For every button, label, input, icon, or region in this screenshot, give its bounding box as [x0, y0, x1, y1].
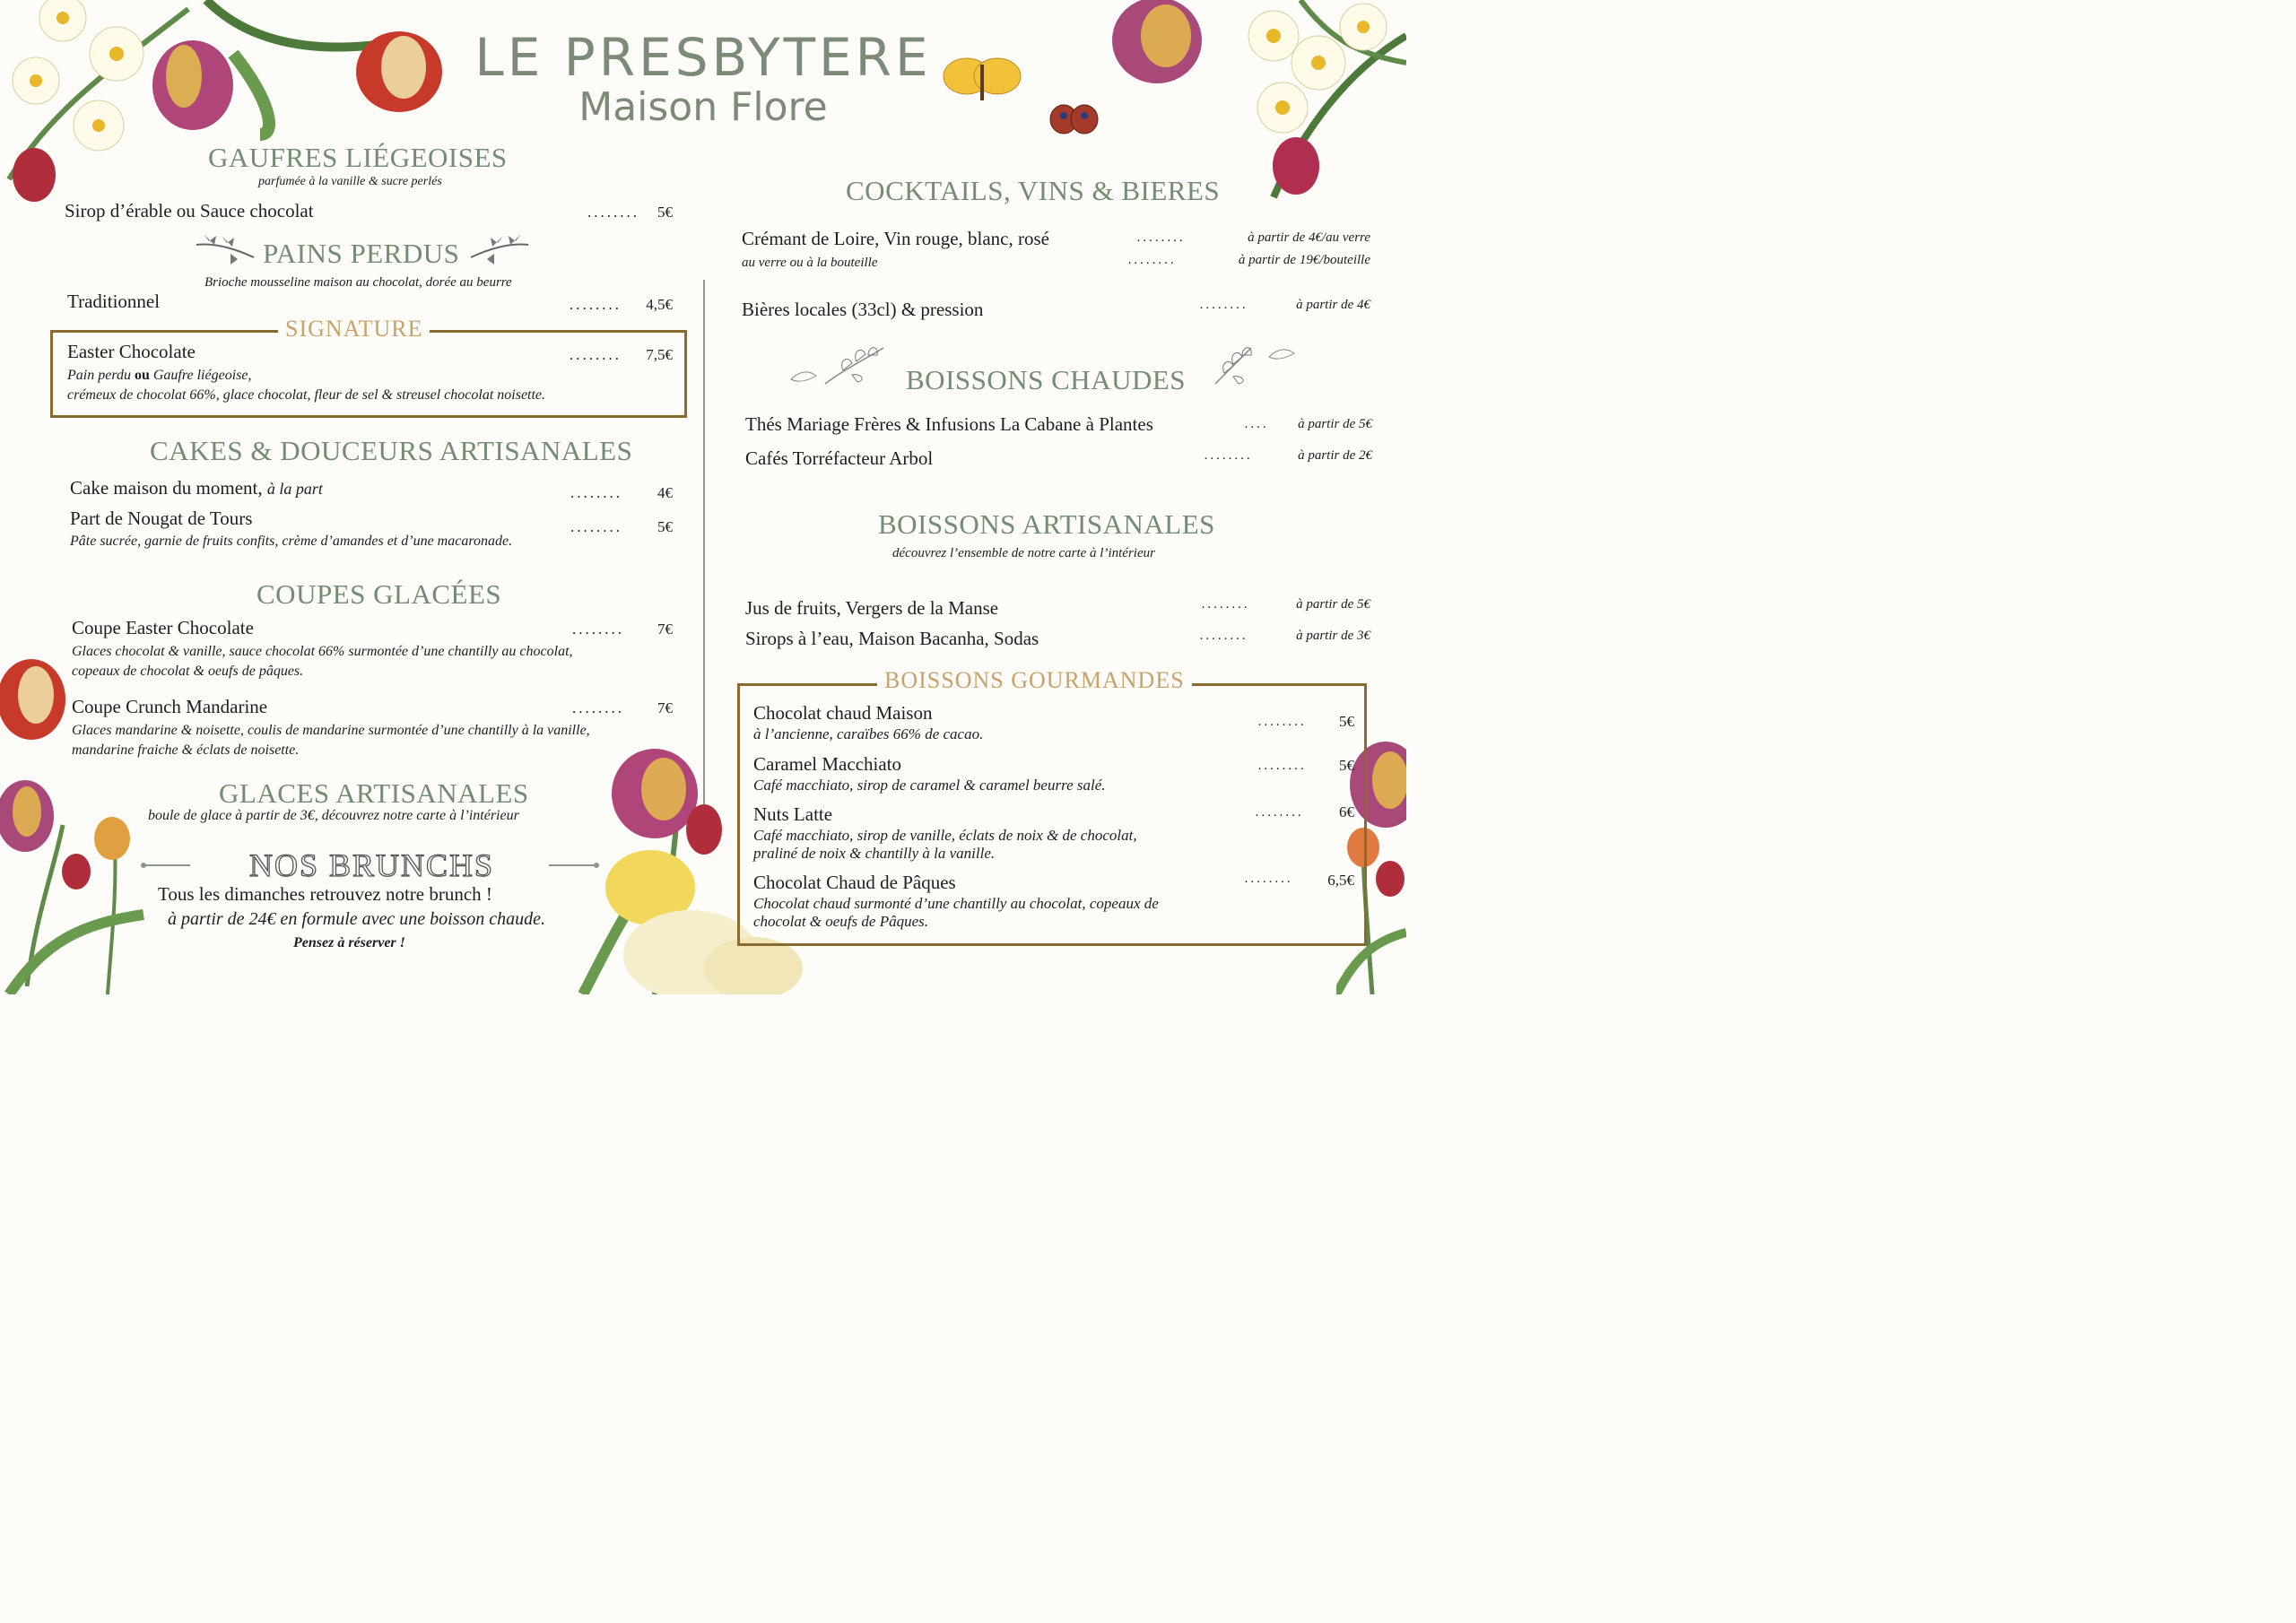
- menu-item-sirops: Sirops à l’eau, Maison Bacanha, Sodas: [745, 628, 1039, 649]
- price-dots: ........: [1205, 448, 1253, 463]
- herb-ornament-left-icon: [789, 339, 888, 388]
- herb-ornament-right-icon: [1206, 339, 1296, 388]
- section-subtitle-glaces: boule de glace à partir de 3€, découvrez notre carte à l’intérieur: [148, 808, 519, 823]
- price-dots: ....: [1245, 417, 1269, 431]
- menu-item-cremant: Crémant de Loire, Vin rouge, blanc, rosé: [742, 228, 1049, 249]
- desc-emphasis: ou: [134, 368, 150, 383]
- menu-desc-nuts-latte-line2: praliné de noix & chantilly à la vanille.: [753, 845, 996, 862]
- price-dots: ........: [570, 484, 622, 501]
- section-title-cocktails: COCKTAILS, VINS & BIERES: [846, 175, 1221, 206]
- price-dots: ........: [1128, 253, 1177, 267]
- menu-price-coupe-crunch: 7€: [657, 699, 673, 716]
- menu-desc-easter-chocolate-line1: [67, 368, 251, 384]
- menu-desc-easter-chocolate-line2: crémeux de chocolat 66%, glace chocolat, fleur de sel & streusel chocolat noisette.: [67, 387, 546, 403]
- menu-price-cake-maison: 4€: [657, 484, 673, 501]
- section-title-brunch: NOS BRUNCHS: [249, 847, 495, 883]
- menu-item-gaufre-sirop: Sirop d’érable ou Sauce chocolat: [65, 200, 314, 221]
- menu-item-bieres: Bières locales (33cl) & pression: [742, 299, 984, 320]
- section-title-coupes: COUPES GLACÉES: [257, 578, 502, 610]
- menu-price-sirops: à partir de 3€: [1296, 629, 1370, 643]
- menu-item-coupe-easter: Coupe Easter Chocolate: [72, 617, 254, 638]
- price-dots: ........: [570, 346, 622, 363]
- brunch-line-2: à partir de 24€ en formule avec une boisson chaude.: [168, 909, 546, 929]
- signature-label: SIGNATURE: [278, 316, 430, 343]
- price-dots: ........: [1256, 805, 1304, 820]
- desc-text: Pain perdu: [67, 368, 135, 383]
- menu-price-coupe-easter: 7€: [657, 621, 673, 638]
- menu-item-coupe-crunch: Coupe Crunch Mandarine: [72, 696, 268, 717]
- menu-desc-coupe-crunch-line2: mandarine fraiche & éclats de noisette.: [72, 742, 300, 758]
- price-dots: ........: [1202, 597, 1250, 612]
- menu-item-cafes: Cafés Torréfacteur Arbol: [745, 447, 934, 469]
- menu-desc-nuts-latte-line1: Café macchiato, sirop de vanille, éclats de noix & de chocolat,: [753, 827, 1137, 844]
- menu-desc-coupe-easter-line1: Glaces chocolat & vanille, sauce chocolat 66% surmontée d’une chantilly au chocolat,: [72, 644, 573, 659]
- menu-item-jus: Jus de fruits, Vergers de la Manse: [745, 597, 999, 619]
- menu-item-chocolat-maison: Chocolat chaud Maison: [753, 702, 933, 724]
- menu-desc-chocolat-paques-line2: chocolat & oeufs de Pâques.: [753, 913, 928, 930]
- desc-text: Gaufre liégeoise,: [149, 368, 252, 383]
- section-title-glaces: GLACES ARTISANALES: [219, 777, 529, 809]
- section-title-boissons-chaudes: BOISSONS CHAUDES: [906, 364, 1187, 395]
- column-divider: [703, 280, 705, 804]
- restaurant-title: LE PRESBYTERE: [474, 27, 932, 88]
- menu-price-cremant-verre: à partir de 4€/au verre: [1248, 230, 1370, 245]
- section-subtitle-pains-perdus: Brioche mousseline maison au chocolat, dorée au beurre: [204, 275, 512, 290]
- menu-desc-coupe-crunch-line1: Glaces mandarine & noisette, coulis de mandarine surmontée d’une chantilly à la vanille,: [72, 723, 590, 738]
- brunch-line-1: Tous les dimanches retrouvez notre brunch !: [158, 883, 492, 905]
- menu-price-caramel-macchiato: 5€: [1339, 757, 1354, 774]
- menu-price-chocolat-paques: 6,5€: [1327, 872, 1354, 889]
- brunch-rule-left-dot: [141, 863, 146, 868]
- menu-price-nougat: 5€: [657, 518, 673, 535]
- menu-item-traditionnel: Traditionnel: [67, 291, 161, 312]
- leaf-ornament-left-icon: [195, 227, 256, 266]
- menu-price-gaufre-sirop: 5€: [657, 204, 673, 221]
- section-title-cakes: CAKES & DOUCEURS ARTISANALES: [150, 435, 633, 466]
- menu-item-nuts-latte: Nuts Latte: [753, 803, 833, 825]
- menu-desc-cremant: au verre ou à la bouteille: [742, 256, 878, 270]
- menu-price-traditionnel: 4,5€: [646, 296, 673, 313]
- menu-price-cafes: à partir de 2€: [1298, 448, 1372, 463]
- menu-item-chocolat-paques: Chocolat Chaud de Pâques: [753, 872, 956, 893]
- price-dots: ........: [1245, 872, 1293, 886]
- menu-price-bieres: à partir de 4€: [1296, 298, 1370, 312]
- menu-price-jus: à partir de 5€: [1296, 597, 1370, 612]
- menu-item-easter-chocolate: Easter Chocolate: [67, 341, 196, 362]
- menu-item-caramel-macchiato: Caramel Macchiato: [753, 753, 902, 775]
- menu-desc-nougat: Pâte sucrée, garnie de fruits confits, crème d’amandes et d’une macaronade.: [70, 534, 513, 549]
- menu-desc-coupe-easter-line2: copeaux de chocolat & oeufs de pâques.: [72, 664, 304, 679]
- menu-price-thes: à partir de 5€: [1298, 417, 1372, 431]
- price-dots: ........: [1258, 759, 1307, 773]
- item-name: Cake maison du moment,: [70, 477, 267, 499]
- menu-desc-chocolat-maison: à l’ancienne, caraïbes 66% de cacao.: [753, 725, 984, 742]
- section-title-pains-perdus: PAINS PERDUS: [263, 238, 460, 269]
- price-dots: ........: [1258, 715, 1307, 729]
- menu-item-cake-maison: [70, 477, 323, 499]
- menu-item-nougat: Part de Nougat de Tours: [70, 508, 253, 529]
- section-title-gaufres: GAUFRES LIÉGEOISES: [208, 142, 508, 173]
- menu-price-easter-chocolate: 7,5€: [646, 346, 673, 363]
- brunch-line-3: Pensez à réserver !: [293, 935, 405, 950]
- menu-price-cremant-bouteille: à partir de 19€/bouteille: [1238, 253, 1370, 267]
- price-dots: ........: [1200, 298, 1248, 312]
- section-subtitle-gaufres: parfumée à la vanille & sucre perlés: [258, 175, 442, 188]
- price-dots: ........: [587, 204, 639, 221]
- price-dots: ........: [570, 518, 622, 535]
- section-subtitle-boissons-artisanales: découvrez l’ensemble de notre carte à l’intérieur: [892, 546, 1155, 560]
- menu-desc-caramel-macchiato: Café macchiato, sirop de caramel & caramel beurre salé.: [753, 777, 1106, 794]
- price-dots: ........: [570, 296, 622, 313]
- brunch-rule-right: [549, 864, 596, 866]
- boissons-gourmandes-label: BOISSONS GOURMANDES: [877, 667, 1192, 694]
- menu-price-chocolat-maison: 5€: [1339, 713, 1354, 730]
- menu-item-thes: Thés Mariage Frères & Infusions La Cabane à Plantes: [745, 413, 1153, 435]
- restaurant-subtitle: Maison Flore: [578, 84, 828, 130]
- item-note: à la part: [266, 480, 323, 498]
- price-dots: ........: [1200, 629, 1248, 643]
- brunch-rule-right-dot: [594, 863, 599, 868]
- price-dots: ........: [572, 621, 624, 638]
- menu-price-nuts-latte: 6€: [1339, 803, 1354, 820]
- price-dots: ........: [572, 699, 624, 716]
- brunch-rule-left: [144, 864, 190, 866]
- leaf-ornament-right-icon: [469, 227, 530, 266]
- menu-desc-chocolat-paques-line1: Chocolat chaud surmonté d’une chantilly au chocolat, copeaux de: [753, 895, 1159, 912]
- price-dots: ........: [1137, 230, 1186, 245]
- section-title-boissons-artisanales: BOISSONS ARTISANALES: [878, 508, 1215, 540]
